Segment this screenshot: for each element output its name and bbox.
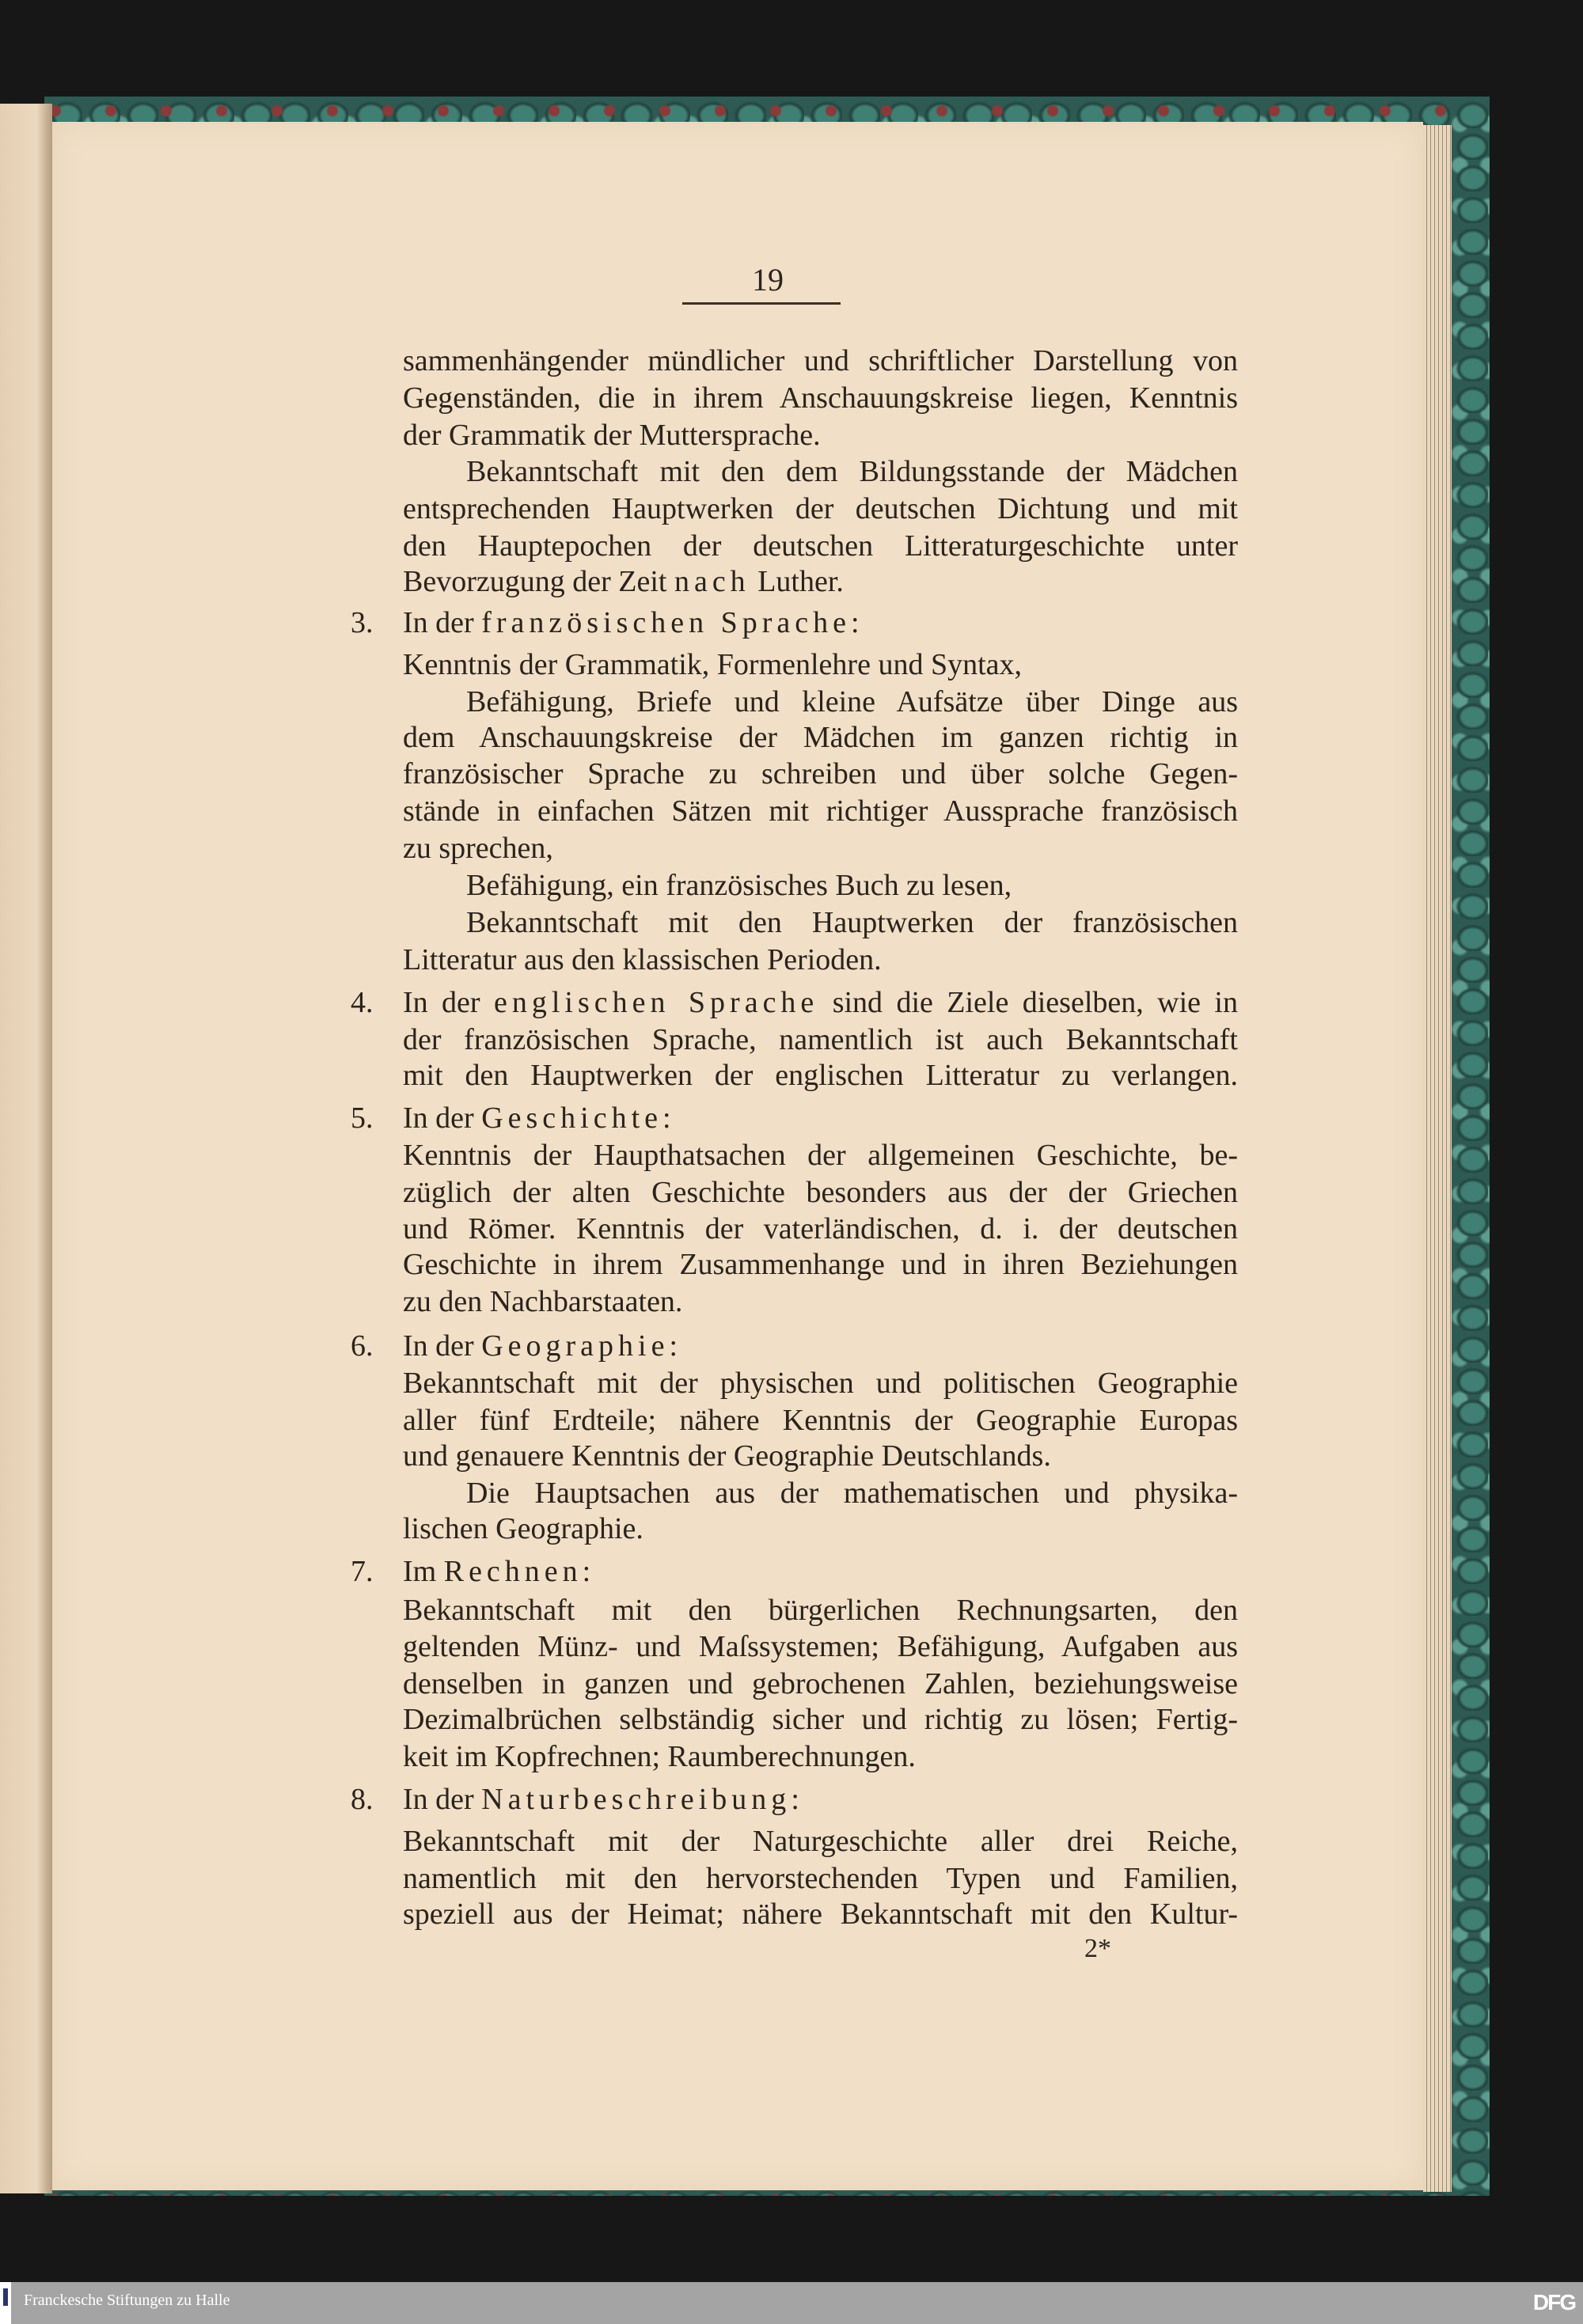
text-line xyxy=(403,491,1238,527)
text-segment: Gegenständen, die in ihrem Anschauungskreise liegen, Kenntnis xyxy=(403,381,1238,415)
emphasized-text: nach xyxy=(674,565,750,598)
emphasized-text: Naturbeschreibung xyxy=(481,1783,792,1816)
text-line xyxy=(466,1475,1238,1511)
text-segment: Dezimalbrüchen selbständig sicher und richtig zu lösen; Fertig- xyxy=(403,1703,1238,1736)
text-line xyxy=(403,1511,1238,1547)
text-segment: Bekanntschaft mit den Hauptwerken der französischen xyxy=(466,906,1238,939)
text-segment: sind die Ziele dieselben, wie in xyxy=(818,986,1238,1019)
text-segment: In der xyxy=(403,986,494,1019)
text-line xyxy=(466,904,1238,941)
text-segment: dem Anschauungskreise der Mädchen im ganzen richtig in xyxy=(403,721,1238,754)
text-segment: französischer Sprache zu schreiben und über solche Gegen- xyxy=(403,757,1238,790)
text-segment: Im xyxy=(403,1555,444,1588)
text-line xyxy=(403,756,1238,792)
text-segment: Bevorzugung der Zeit xyxy=(403,565,674,598)
text-segment: Bekanntschaft mit der Naturgeschichte aller drei Reiche, xyxy=(403,1825,1238,1858)
text-segment: und genauere Kenntnis der Geographie Deutschlands. xyxy=(403,1439,1051,1473)
institution-name: Franckesche Stiftungen zu Halle xyxy=(24,2292,230,2309)
text-line xyxy=(403,1283,1238,1320)
text-line xyxy=(403,1738,1238,1775)
text-segment: : xyxy=(662,1101,671,1135)
text-segment: zu sprechen, xyxy=(403,832,553,865)
text-line xyxy=(403,1022,1238,1058)
text-line xyxy=(403,605,1238,641)
text-segment: Befähigung, ein französisches Buch zu lesen, xyxy=(466,869,1012,902)
text-line xyxy=(403,1137,1238,1173)
text-segment: Litteratur aus den klassischen Perioden. xyxy=(403,943,882,976)
list-item-number: 3. xyxy=(351,606,374,639)
list-item-number: 4. xyxy=(351,986,374,1019)
text-segment: sammenhängender mündlicher und schriftlicher Darstellung von xyxy=(403,344,1238,377)
text-segment: In der xyxy=(403,606,482,639)
text-line xyxy=(403,1781,1238,1818)
text-segment: den Hauptepochen der deutschen Litteraturgeschichte unter xyxy=(403,529,1238,563)
text-segment: Kenntnis der Haupthatsachen der allgemeinen Geschichte, be- xyxy=(403,1139,1238,1172)
text-line xyxy=(403,1365,1238,1401)
text-segment: entsprechenden Hauptwerken der deutschen Dichtung und mit xyxy=(403,492,1238,525)
text-segment: Befähigung, Briefe und kleine Aufsätze über Dinge aus xyxy=(466,685,1238,718)
text-segment: speziell aus der Heimat; nähere Bekanntschaft mit den Kultur- xyxy=(403,1897,1238,1931)
text-segment: : xyxy=(669,1329,678,1363)
text-segment: : xyxy=(850,606,860,639)
text-line xyxy=(403,1823,1238,1860)
page-stack-edges xyxy=(1423,125,1452,2192)
text-segment: züglich der alten Geschichte besonders aus der der Griechen xyxy=(403,1176,1238,1209)
text-segment: Bekanntschaft mit den bürgerlichen Rechnungsarten, den xyxy=(403,1594,1238,1627)
text-segment: Die Hauptsachen aus der mathematischen und physika- xyxy=(466,1477,1238,1510)
emphasized-text: französischen Sprache xyxy=(481,606,851,639)
text-line xyxy=(403,1438,1238,1474)
text-line xyxy=(466,453,1238,490)
text-line xyxy=(403,984,1238,1021)
list-item-number: 7. xyxy=(351,1555,374,1588)
text-line xyxy=(403,1666,1238,1702)
text-segment: stände in einfachen Sätzen mit richtiger Aussprache französisch xyxy=(403,794,1238,828)
text-segment: In der xyxy=(403,1329,482,1363)
emphasized-text: Geographie xyxy=(481,1329,670,1363)
text-segment: aller fünf Erdteile; nähere Kenntnis der Geographie Europas xyxy=(403,1404,1238,1437)
text-line xyxy=(403,563,1238,600)
text-line xyxy=(403,1553,1238,1590)
text-segment: keit im Kopfrechnen; Raumberechnungen. xyxy=(403,1740,916,1773)
text-line xyxy=(403,1896,1238,1932)
previous-page-edge xyxy=(0,104,52,2193)
text-segment: Bekanntschaft mit den dem Bildungsstande der Mädchen xyxy=(466,455,1238,488)
text-line xyxy=(403,1100,1238,1136)
text-line xyxy=(403,1592,1238,1628)
text-line xyxy=(403,942,1238,978)
text-line xyxy=(466,684,1238,720)
text-line xyxy=(403,1860,1238,1897)
text-line xyxy=(403,343,1238,379)
text-segment: und Römer. Kenntnis der vaterländischen, d. i. der deutschen xyxy=(403,1212,1238,1245)
text-segment: Geschichte in ihrem Zusammenhange und in ihren Beziehungen xyxy=(403,1248,1238,1281)
text-line xyxy=(466,867,1238,904)
page-number: 19 xyxy=(752,262,784,298)
text-line xyxy=(403,1057,1238,1094)
dfg-logo: DFG xyxy=(1532,2290,1575,2315)
text-line xyxy=(403,1246,1238,1283)
text-line xyxy=(403,380,1238,416)
emphasized-text: englischen Sprache xyxy=(494,986,819,1019)
emphasized-text: Rechnen xyxy=(443,1555,583,1588)
text-line xyxy=(403,1328,1238,1364)
text-segment: Luther. xyxy=(750,565,844,598)
text-line xyxy=(403,646,1238,683)
list-item-number: 5. xyxy=(351,1101,374,1135)
text-segment: Kenntnis der Grammatik, Formenlehre und Syntax, xyxy=(403,648,1023,681)
text-line xyxy=(403,793,1238,829)
list-item-number: 6. xyxy=(351,1329,374,1363)
text-segment: geltenden Münz- und Maſssystemen; Befähigung, Aufgaben aus xyxy=(403,1630,1238,1663)
text-segment: der französischen Sprache, namentlich ist auch Bekanntschaft xyxy=(403,1023,1238,1056)
text-segment: namentlich mit den hervorstechenden Typen und Familien, xyxy=(403,1862,1238,1895)
text-segment: zu den Nachbarstaaten. xyxy=(403,1285,683,1318)
text-segment: : xyxy=(791,1783,799,1816)
text-segment: : xyxy=(582,1555,591,1588)
text-line xyxy=(403,830,1238,866)
text-line xyxy=(403,1211,1238,1247)
text-segment: denselben in ganzen und gebrochenen Zahlen, beziehungsweise xyxy=(403,1667,1238,1700)
institution-logo-icon xyxy=(0,2282,11,2324)
text-line xyxy=(403,1402,1238,1439)
text-line xyxy=(403,1628,1238,1665)
text-line xyxy=(403,1174,1238,1211)
header-rule xyxy=(682,302,841,305)
text-segment: In der xyxy=(403,1101,482,1135)
list-item-number: 8. xyxy=(351,1783,374,1816)
emphasized-text: Geschichte xyxy=(481,1101,662,1135)
text-segment: mit den Hauptwerken der englischen Litteratur zu verlangen. xyxy=(403,1059,1238,1092)
text-segment: der Grammatik der Muttersprache. xyxy=(403,419,821,452)
text-line xyxy=(403,1701,1238,1738)
text-segment: In der xyxy=(403,1783,482,1816)
text-segment: Bekanntschaft mit der physischen und politischen Geographie xyxy=(403,1367,1238,1400)
text-line xyxy=(403,719,1238,756)
text-segment: lischen Geographie. xyxy=(403,1512,643,1545)
text-line xyxy=(403,528,1238,564)
footer-bar xyxy=(0,2282,1583,2324)
printer-signature: 2* xyxy=(1084,1934,1111,1963)
text-line xyxy=(403,417,1238,453)
